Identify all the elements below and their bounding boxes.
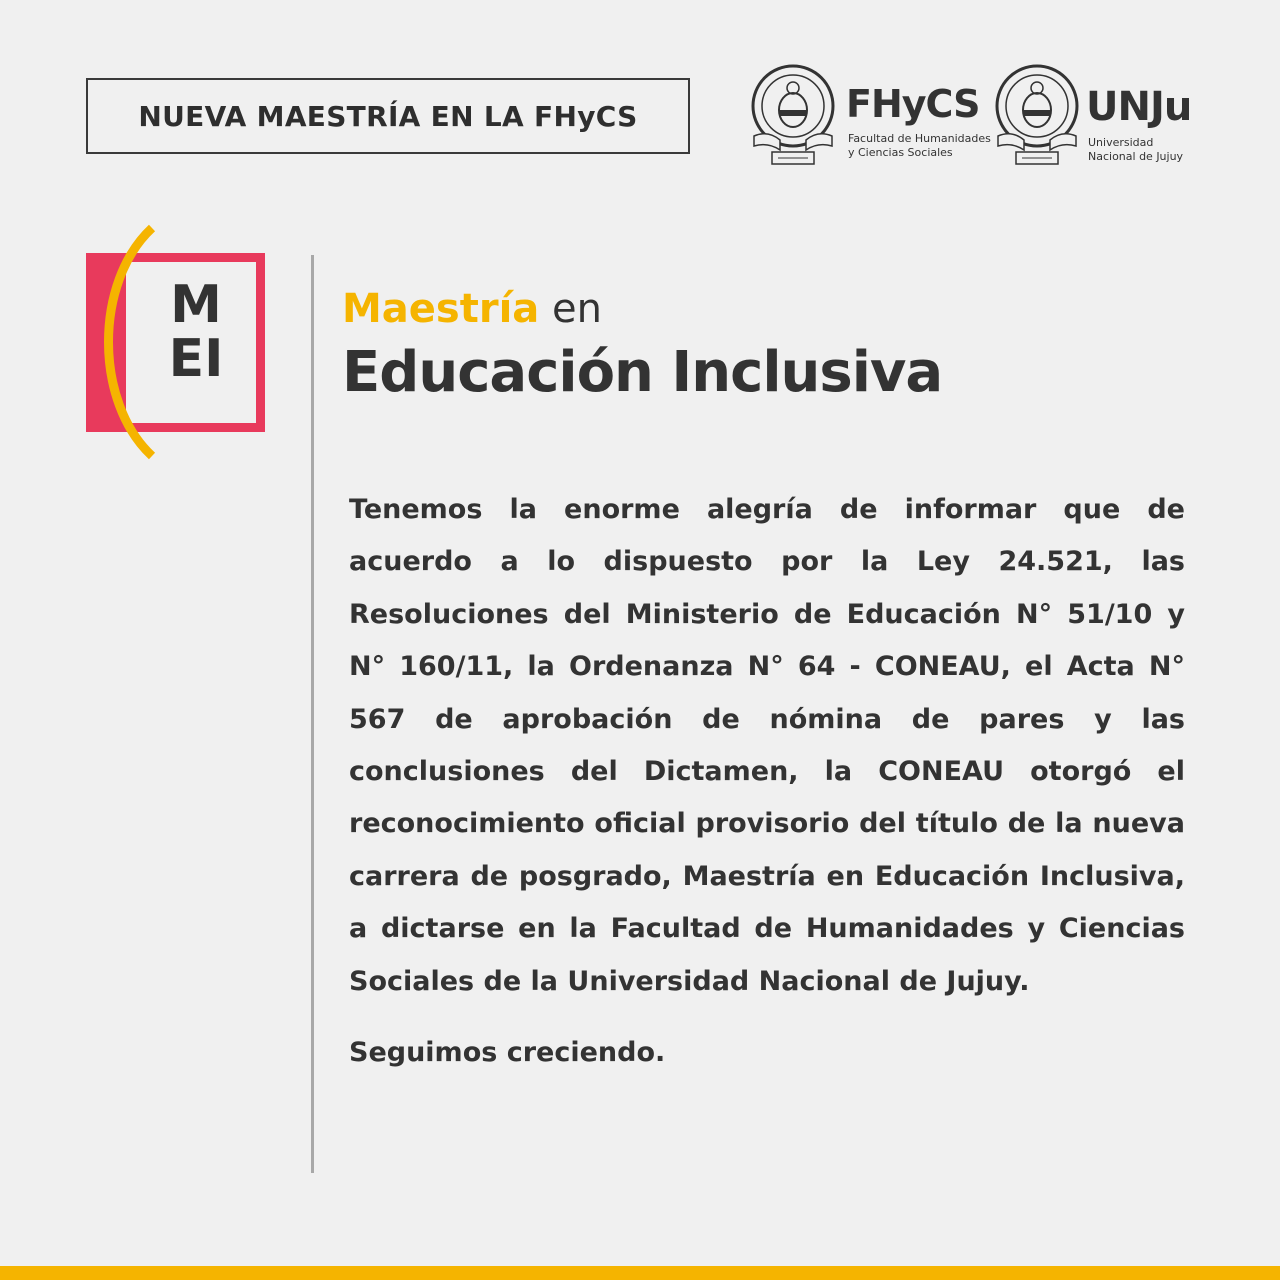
program-title-connector: en (552, 286, 602, 332)
unju-seal-icon (994, 60, 1080, 168)
program-title-main: Educación Inclusiva (342, 340, 943, 405)
fhycs-subtitle-line2: y Ciencias Sociales (848, 146, 953, 159)
mei-program-logo (86, 222, 268, 462)
header-title: NUEVA MAESTRÍA EN LA FHyCS (138, 99, 638, 133)
unju-subtitle-line2: Nacional de Jujuy (1088, 150, 1184, 163)
mei-logo-line1: M (170, 275, 222, 335)
unju-logo (994, 60, 1190, 170)
closing-line: Seguimos creciendo. (349, 1037, 666, 1068)
unju-subtitle-line1: Universidad (1088, 136, 1154, 149)
program-title-accent: Maestría (342, 286, 540, 332)
unju-name: UNJu (1086, 84, 1192, 130)
fhycs-subtitle (848, 132, 991, 160)
fhycs-name: FHyCS (846, 82, 980, 126)
unju-subtitle (1088, 136, 1183, 164)
fhycs-logo (750, 60, 990, 170)
mei-logo-line2: EI (168, 329, 224, 389)
fhycs-seal-icon (750, 60, 836, 168)
bottom-accent-bar (0, 1266, 1280, 1280)
vertical-divider (311, 255, 314, 1173)
program-title-line1 (342, 286, 602, 332)
fhycs-subtitle-line1: Facultad de Humanidades (848, 132, 991, 145)
header-banner (86, 78, 690, 154)
institution-logos (750, 60, 1190, 170)
announcement-paragraph: Tenemos la enorme alegría de informar que de acuerdo a lo dispuesto por la Ley 24.521, las Resoluciones del Ministerio de Educación N° 51/10 y N° 160/11, la Ordenanza N° 64 - CONEAU, el Acta N° 567 de aprobación de nómina de pares y las conclusiones del Dictamen, la CONEAU otorgó el reconocimiento oficial provisorio del título de la nueva carrera de posgrado, Maestría en Educación Inclusiva, a dictarse en la Facultad de Humanidades y Ciencias Sociales de la Universidad Nacional de Jujuy. (349, 494, 1185, 997)
mei-logo-letters (156, 275, 236, 389)
